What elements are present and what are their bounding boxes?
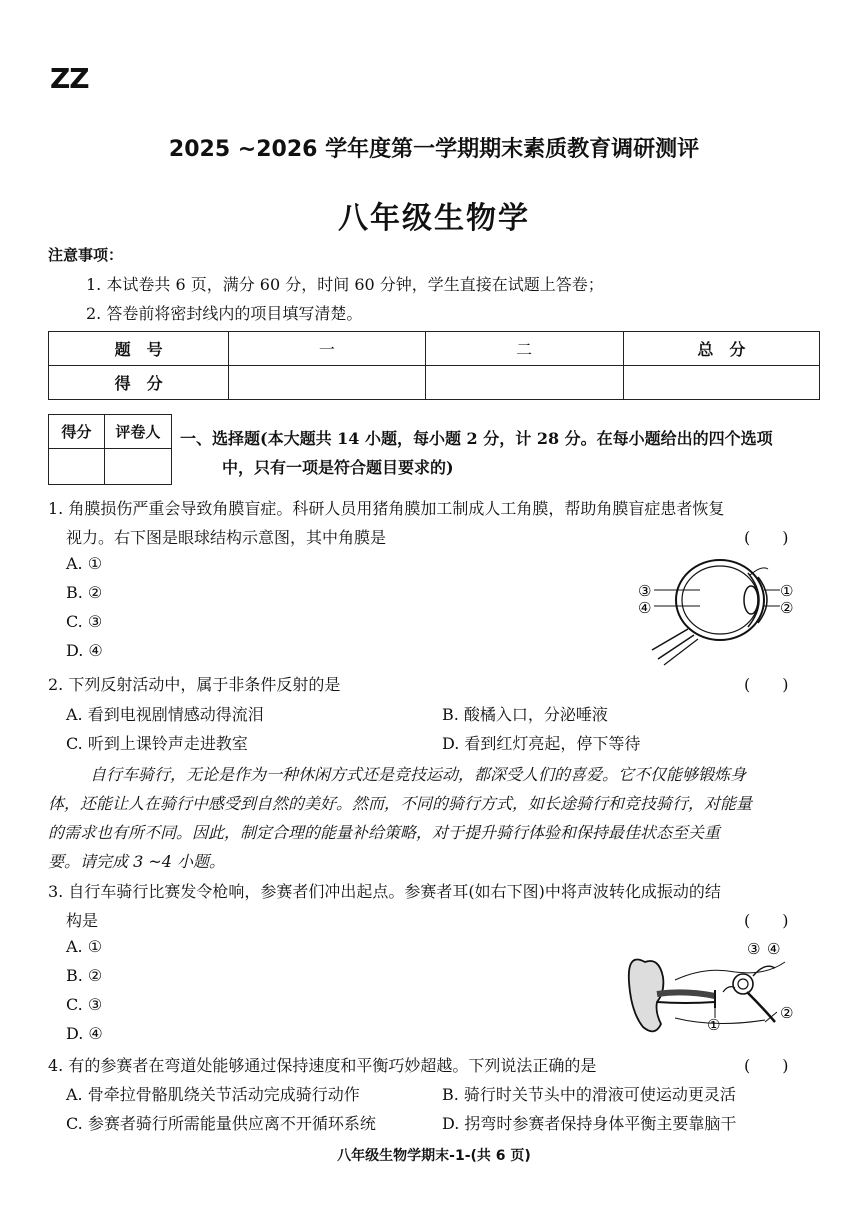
q4-stem: 4. 有的参赛者在弯道处能够通过保持速度和平衡巧妙超越。下列说法正确的是 — [48, 1056, 597, 1075]
q2-option-c[interactable]: C. 听到上课铃声走进教室 — [66, 734, 248, 753]
q2-option-a[interactable]: A. 看到电视剧情感动得流泪 — [66, 705, 264, 724]
score-cell-part2[interactable] — [425, 366, 623, 400]
q1-stem-line1: 1. 角膜损伤严重会导致角膜盲症。科研人员用猪角膜加工制成人工角膜，帮助角膜盲症患者恢复 — [48, 499, 725, 518]
section1-line2: 中，只有一项是符合题目要求的) — [222, 458, 454, 477]
exam-title: 2025 ~2026 学年度第一学期期末素质教育调研测评 — [168, 137, 700, 162]
q4-option-a[interactable]: A. 骨牵拉骨骼肌绕关节活动完成骑行动作 — [66, 1085, 360, 1104]
q2-stem: 2. 下列反射活动中，属于非条件反射的是 — [48, 675, 341, 694]
passage-line-2: 体，还能让人在骑行中感受到自然的美好。然而，不同的骑行方式，如长途骑行和竞技骑行，对能量 — [48, 794, 753, 813]
q1-answer-bracket[interactable]: ( ) — [744, 528, 789, 547]
q3-answer-bracket[interactable]: ( ) — [744, 911, 789, 930]
q1-option-b[interactable]: B. ② — [66, 583, 103, 602]
eye-label-2: ② — [780, 599, 794, 617]
score-cell-total[interactable] — [623, 366, 819, 400]
ear-label-2: ② — [780, 1004, 794, 1022]
eye-label-4: ④ — [638, 599, 652, 617]
grader-box — [48, 414, 172, 485]
q3-stem-line2: 构是 — [66, 911, 99, 930]
q3-option-a[interactable]: A. ① — [66, 937, 103, 956]
q2-answer-bracket[interactable]: ( ) — [744, 675, 789, 694]
q4-answer-bracket[interactable]: ( ) — [744, 1056, 789, 1075]
passage-line-1: 自行车骑行，无论是作为一种休闲方式还是竞技运动，都深受人们的喜爱。它不仅能够锻炼身 — [90, 765, 747, 784]
score-cell-part1[interactable] — [229, 366, 425, 400]
eye-structure-figure — [630, 555, 800, 675]
q1-option-a[interactable]: A. ① — [66, 554, 103, 573]
section1-line1: 一、选择题(本大题共 14 小题，每小题 2 分，计 28 分。在每小题给出的四个选项 — [180, 429, 773, 448]
q3-option-c[interactable]: C. ③ — [66, 995, 103, 1014]
ear-label-3: ③ — [747, 940, 761, 958]
score-table-header-total: 总 分 — [623, 332, 819, 366]
ear-structure-figure — [615, 932, 805, 1042]
q3-option-b[interactable]: B. ② — [66, 966, 103, 985]
ear-label-4: ④ — [767, 940, 781, 958]
passage-line-4: 要。请完成 3 ~4 小题。 — [48, 852, 226, 871]
subject-title: 八年级生物学 — [338, 201, 530, 236]
q1-option-c[interactable]: C. ③ — [66, 612, 103, 631]
note-item-2: 2. 答卷前将密封线内的项目填写清楚。 — [86, 304, 363, 323]
q4-option-d[interactable]: D. 拐弯时参赛者保持身体平衡主要靠脑干 — [442, 1114, 737, 1133]
corner-mark: ZZ — [50, 62, 89, 95]
note-item-1: 1. 本试卷共 6 页，满分 60 分，时间 60 分钟，学生直接在试题上答卷； — [86, 275, 604, 294]
q1-stem-line2: 视力。右下图是眼球结构示意图，其中角膜是 — [66, 528, 387, 547]
eye-label-1: ① — [780, 582, 794, 600]
passage-line-3: 的需求也有所不同。因此，制定合理的能量补给策略，对于提升骑行体验和保持最佳状态至关重 — [48, 823, 721, 842]
score-table-header-part1: 一 — [229, 332, 425, 366]
q4-option-c[interactable]: C. 参赛者骑行所需能量供应离不开循环系统 — [66, 1114, 376, 1133]
score-table-header-label: 题 号 — [49, 332, 229, 366]
score-table-header-part2: 二 — [425, 332, 623, 366]
q3-stem-line1: 3. 自行车骑行比赛发令枪响，参赛者们冲出起点。参赛者耳(如右下图)中将声波转化成振动的结 — [48, 882, 721, 901]
grader-name-label: 评卷人 — [104, 415, 171, 449]
grader-score-label: 得分 — [49, 415, 105, 449]
grader-name-cell[interactable] — [104, 449, 171, 485]
q2-option-d[interactable]: D. 看到红灯亮起，停下等待 — [442, 734, 641, 753]
notes-heading: 注意事项： — [48, 246, 124, 264]
score-table — [48, 331, 820, 400]
grader-score-cell[interactable] — [49, 449, 105, 485]
q2-option-b[interactable]: B. 酸橘入口，分泌唾液 — [442, 705, 608, 724]
q4-option-b[interactable]: B. 骑行时关节头中的滑液可使运动更灵活 — [442, 1085, 736, 1104]
page-footer: 八年级生物学期末-1-(共 6 页) — [337, 1148, 531, 1164]
q3-option-d[interactable]: D. ④ — [66, 1024, 103, 1043]
ear-label-1: ① — [707, 1016, 721, 1034]
eye-label-3: ③ — [638, 582, 652, 600]
score-table-row-label: 得 分 — [49, 366, 229, 400]
q1-option-d[interactable]: D. ④ — [66, 641, 103, 660]
